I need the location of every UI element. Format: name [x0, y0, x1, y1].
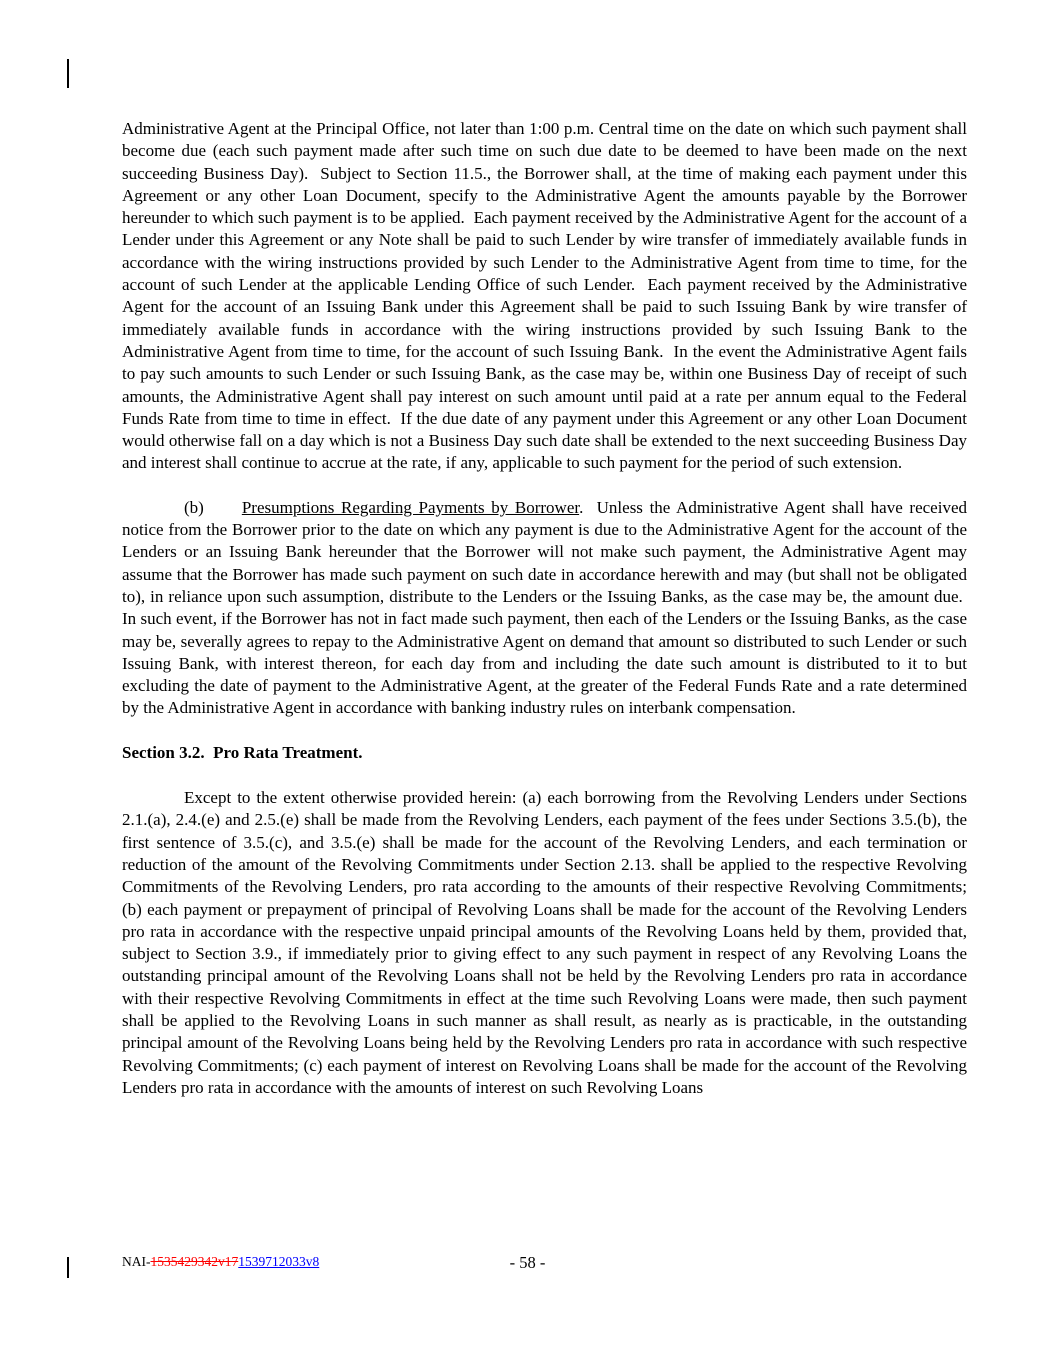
section-heading-pro-rata: Section 3.2. Pro Rata Treatment. [122, 742, 363, 762]
clause-heading-presumptions: Presumptions Regarding Payments by Borrower [241, 497, 580, 517]
paragraph-payments-continuation: Administrative Agent at the Principal Office, not later than 1:00 p.m. Central time on the date on which such payment shall become due (each such payment made after such time on such due date to be deemed to have been made on the next succeeding Business Day). Subject to Section 11.5., the Borrower shall, at the time of making each payment under this Agreement or any other Loan Document, specify to the Administrative Agent the amounts payable by the Borrower hereunder to which such payment is to be applied. Each payment received by the Administrative Agent for the account of a Lender under this Agreement or any Note shall be paid to such Lender by wire transfer of immediately available funds in accordance with the wiring instructions provided by such Lender to the Administrative Agent from time to time, for the account of such Lender at the applicable Lending Office of such Lender. Each payment received by the Administrative Agent for the account of an Issuing Bank under this Agreement shall be paid to such Issuing Bank by wire transfer of immediately available funds in accordance with the wiring instructions provided by such Issuing Bank to the Administrative Agent from time to time, for the account of such Issuing Bank. In the event the Administrative Agent fails to pay such amounts to such Lender or such Issuing Bank, as the case may be, within one Business Day of receipt of such amounts, the Administrative Agent shall pay interest on such amount until paid at a rate per annum equal to the Federal Funds Rate from time to time in effect. If the due date of any payment under this Agreement or any other Loan Document would otherwise fall on a day which is not a Business Day such date shall be extended to the next succeeding Business Day and interest shall continue to accrue at the rate, if any, applicable to such payment for the period of such extension. [122, 119, 967, 473]
doc-id-new-underlined: 1539712033v8 [238, 1254, 320, 1269]
document-body [122, 118, 967, 1121]
clause-label: (b) [184, 497, 204, 517]
change-bar-bottom [67, 1257, 69, 1278]
paragraph-pro-rata: Except to the extent otherwise provided herein: (a) each borrowing from the Revolving Lenders under Sections 2.1.(a), 2.4.(e) and 2.5.(e) shall be made from the Revolving Lenders, each payment of the fees under Sections 3.5.(b), the first sentence of 3.5.(c), and 3.5.(e) shall be made for the account of the Revolving Lenders, and each termination or reduction of the amount of the Revolving Commitments under Section 2.13. shall be applied to the respective Revolving Commitments of the Revolving Lenders, pro rata according to the amounts of their respective Revolving Commitments; (b) each payment or prepayment of principal of Revolving Loans shall be made for the account of the Revolving Lenders pro rata in accordance with the respective unpaid principal amounts of the Revolving Loans held by them, provided that, subject to Section 3.9., if immediately prior to giving effect to any such payment in respect of any Revolving Loans the outstanding principal amount of the Revolving Loans shall not be held by the Revolving Lenders pro rata in accordance with their respective Revolving Commitments in effect at the time such Revolving Loans were made, then such payment shall be applied to the Revolving Loans in such manner as shall result, as nearly as is practicable, in the outstanding principal amount of the Revolving Loans being held by the Revolving Lenders pro rata in accordance with such respective Revolving Commitments; (c) each payment of interest on Revolving Loans shall be made for the account of the Revolving Lenders pro rata in accordance with the amounts of interest on such Revolving Loans [122, 788, 967, 1097]
clause-body-presumptions: . Unless the Administrative Agent shall have received notice from the Borrower prior to the date on which any payment is due to the Administrative Agent for the account of the Lenders or an Issuing Bank hereunder that the Borrower will not make such payment, the Administrative Agent may assume that the Borrower has made such payment on such date in accordance herewith and may (but shall not be obligated to), in reliance upon such assumption, distribute to the Lenders or the Issuing Banks, as the case may be, the amount due. In such event, if the Borrower has not in fact made such payment, then each of the Lenders or the Issuing Banks, as the case may be, severally agrees to repay to the Administrative Agent on demand that amount so distributed to such Lender or such Issuing Bank, with interest thereon, for each day from and including the date such amount is distributed to it to but excluding the date of payment to the Administrative Agent, at the greater of the Federal Funds Rate and a rate determined by the Administrative Agent in accordance with banking industry rules on interbank compensation. [122, 497, 967, 718]
doc-id-old-strikethrough: 1535429342v17 [150, 1254, 239, 1269]
change-bar-top [67, 59, 69, 88]
page-number: - 58 - [509, 1253, 546, 1272]
doc-id-prefix: NAI- [122, 1254, 151, 1269]
paragraph-presumptions [122, 497, 967, 720]
